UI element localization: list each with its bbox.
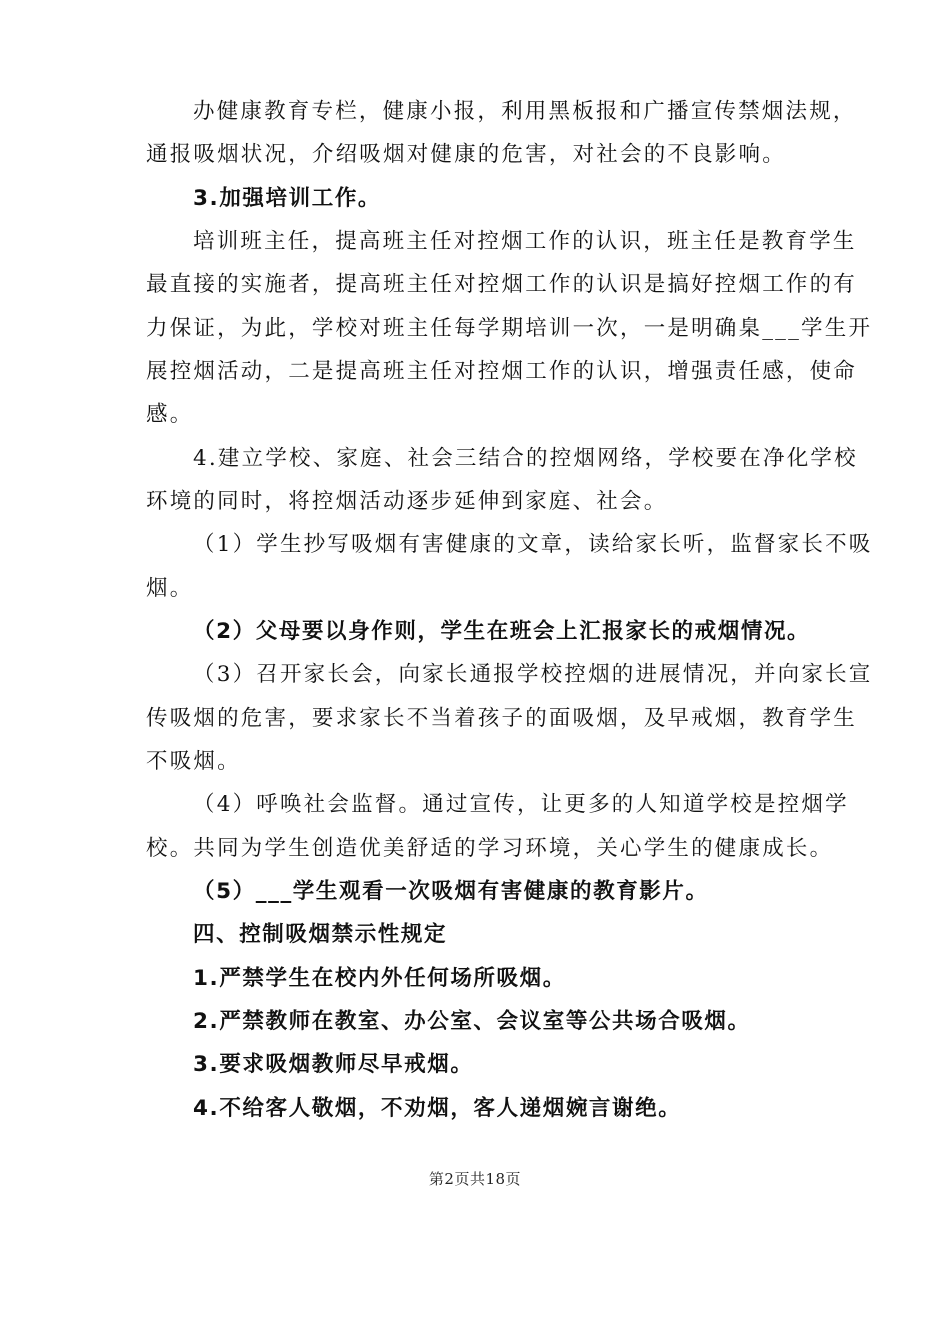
list-item-line: （4）呼唤社会监督。通过宣传，让更多的人知道学校是控烟学 [193, 792, 849, 817]
list-item-line: 烟。 [146, 576, 194, 601]
paragraph-line: 力保证，为此，学校对班主任每学期培训一次，一是明确臬___学生开 [146, 316, 873, 341]
rule-item: 1.严禁学生在校内外任何场所吸烟。 [193, 966, 566, 991]
rule-item: 3.要求吸烟教师尽早戒烟。 [193, 1052, 474, 1077]
section-heading: 3.加强培训工作。 [193, 186, 382, 211]
page-number-footer: 第2页共18页 [428, 1170, 522, 1188]
paragraph-line: 环境的同时，将控烟活动逐步延伸到家庭、社会。 [146, 489, 668, 514]
rule-item: 4.不给客人敬烟，不劝烟，客人递烟婉言谢绝。 [193, 1096, 682, 1121]
paragraph-line: 感。 [146, 402, 194, 427]
paragraph-line: 展控烟活动，二是提高班主任对控烟工作的认识，增强责任感，使命 [146, 359, 858, 384]
list-item-line: （3）召开家长会，向家长通报学校控烟的进展情况，并向家长宣 [193, 662, 873, 687]
list-item-line: （1）学生抄写吸烟有害健康的文章，读给家长听，监督家长不吸 [193, 532, 873, 557]
paragraph-line: 4.建立学校、家庭、社会三结合的控烟网络，学校要在净化学校 [193, 446, 858, 471]
list-item-line: 传吸烟的危害，要求家长不当着孩子的面吸烟，及早戒烟，教育学生 [146, 706, 858, 731]
rule-item: 2.严禁教师在教室、办公室、会议室等公共场合吸烟。 [193, 1009, 751, 1034]
paragraph-line: 培训班主任，提高班主任对控烟工作的认识，班主任是教育学生 [193, 229, 857, 254]
paragraph-line: 通报吸烟状况，介绍吸烟对健康的危害，对社会的不良影响。 [146, 142, 786, 167]
list-item-line: 不吸烟。 [146, 749, 241, 774]
paragraph-line: 最直接的实施者，提高班主任对控烟工作的认识是搞好控烟工作的有 [146, 272, 858, 297]
section-heading: 四、控制吸烟禁示性规定 [193, 922, 448, 947]
list-item-line: 校。共同为学生创造优美舒适的学习环境，关心学生的健康成长。 [146, 836, 834, 861]
list-item-bold: （2）父母要以身作则，学生在班会上汇报家长的戒烟情况。 [193, 619, 811, 644]
paragraph-line: 办健康教育专栏，健康小报，利用黑板报和广播宣传禁烟法规， [193, 99, 857, 124]
list-item-bold: （5）___学生观看一次吸烟有害健康的教育影片。 [193, 879, 709, 904]
